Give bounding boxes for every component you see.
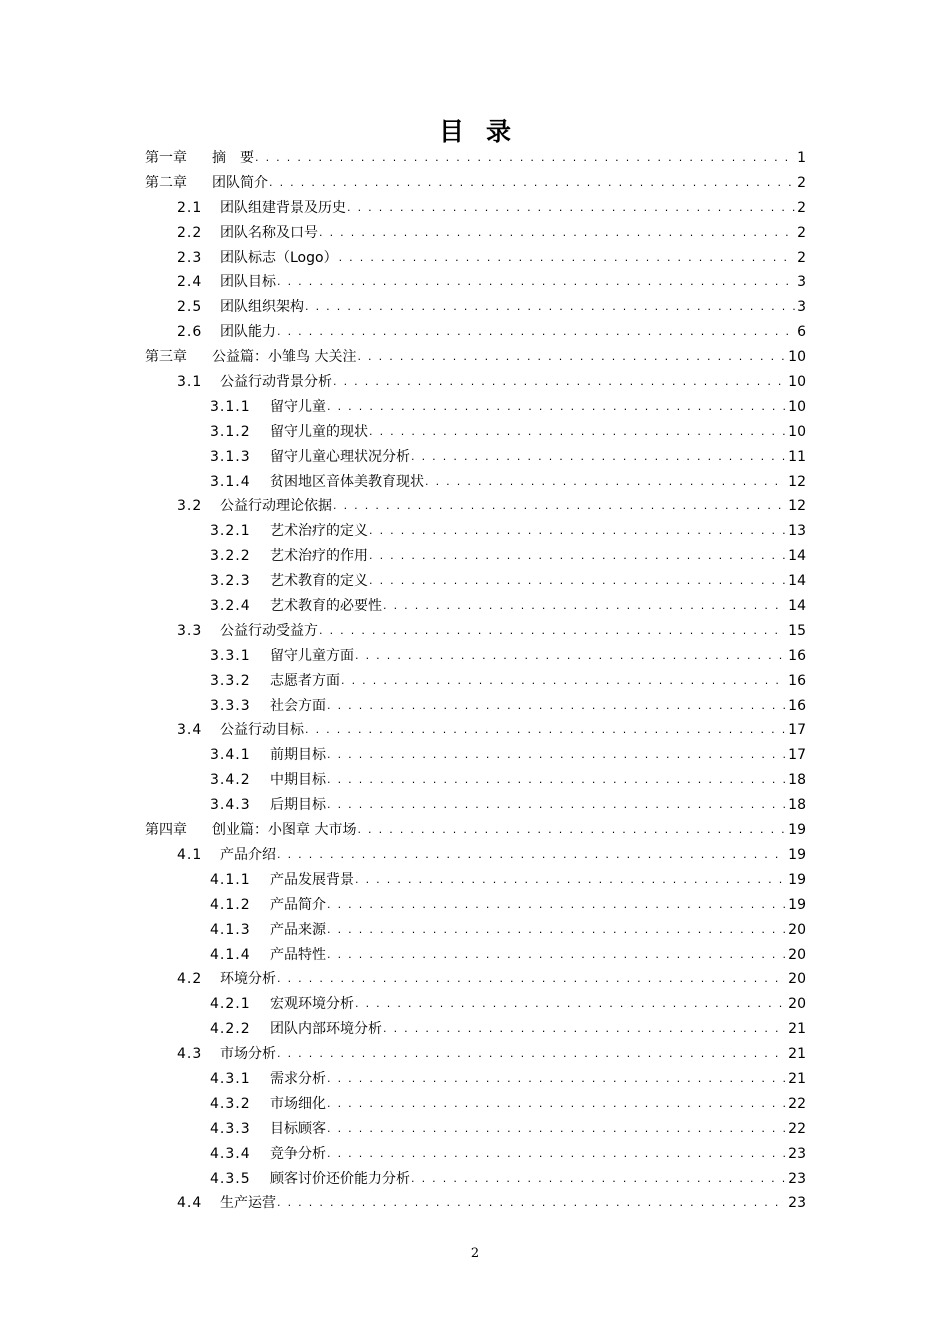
toc-entry-number: 3.3.3 xyxy=(210,697,251,714)
toc-entry-page: 18 xyxy=(788,772,806,789)
toc-entry-page: 19 xyxy=(788,871,806,888)
toc-entry[interactable] xyxy=(0,768,950,793)
toc-entry-number: 第一章 xyxy=(145,150,187,166)
toc-entry[interactable] xyxy=(0,694,950,719)
toc-entry[interactable] xyxy=(0,146,950,171)
page-title: 目录 xyxy=(438,117,533,146)
toc-entry-page: 11 xyxy=(788,448,806,465)
toc-entry-number: 3.3 xyxy=(177,622,203,639)
toc-entry-number: 3.1.4 xyxy=(210,473,251,490)
toc-entry[interactable] xyxy=(0,519,950,544)
toc-dot-leader xyxy=(327,1142,786,1167)
toc-entry-page: 3 xyxy=(797,274,806,291)
toc-entry-title: 公益行动理论依据 xyxy=(220,498,332,515)
toc-entry-number: 4.2.2 xyxy=(210,1021,251,1038)
toc-entry-page: 10 xyxy=(788,423,806,440)
toc-dot-leader xyxy=(327,1092,786,1117)
toc-entry-title: 留守儿童的现状 xyxy=(270,423,368,440)
toc-entry-page: 19 xyxy=(788,822,806,839)
toc-entry-number: 3.4 xyxy=(177,722,203,739)
toc-entry-number: 2.1 xyxy=(177,199,203,216)
toc-entry[interactable] xyxy=(0,893,950,918)
toc-entry[interactable] xyxy=(0,221,950,246)
toc-entry-page: 2 xyxy=(797,174,806,191)
toc-entry[interactable] xyxy=(0,669,950,694)
toc-dot-leader xyxy=(355,644,786,669)
toc-entry-number: 4.3.4 xyxy=(210,1145,251,1162)
toc-entry[interactable] xyxy=(0,171,950,196)
toc-entry-number: 第二章 xyxy=(145,174,187,191)
toc-entry-page: 10 xyxy=(788,374,806,391)
toc-entry-page: 17 xyxy=(788,747,806,764)
toc-entry-title: 市场细化 xyxy=(270,1095,326,1112)
toc-entry-number: 3.2.2 xyxy=(210,548,251,565)
toc-dot-leader xyxy=(269,171,795,196)
toc-dot-leader xyxy=(327,694,786,719)
toc-entry-number: 4.2.1 xyxy=(210,996,251,1013)
toc-dot-leader xyxy=(277,967,786,992)
toc-entry-page: 22 xyxy=(788,1095,806,1112)
toc-entry-number: 4.3.3 xyxy=(210,1120,251,1137)
toc-entry-page: 21 xyxy=(788,1021,806,1038)
toc-entry-title: 创业篇：小图章 大市场 xyxy=(212,822,357,839)
toc-entry-page: 6 xyxy=(797,324,806,341)
toc-entry-page: 20 xyxy=(788,996,806,1013)
toc-entry-page: 23 xyxy=(788,1145,806,1162)
toc-entry-number: 3.1 xyxy=(177,374,203,391)
toc-entry[interactable] xyxy=(0,345,950,370)
toc-entry-number: 2.2 xyxy=(177,224,203,241)
toc-entry[interactable] xyxy=(0,1167,950,1192)
toc-entry[interactable] xyxy=(0,445,950,470)
toc-entry[interactable] xyxy=(0,918,950,943)
toc-entry-title: 前期目标 xyxy=(270,747,326,764)
toc-entry-number: 4.1.1 xyxy=(210,871,251,888)
toc-entry[interactable] xyxy=(0,868,950,893)
toc-entry[interactable] xyxy=(0,793,950,818)
toc-entry-title: 顾客讨价还价能力分析 xyxy=(270,1170,410,1187)
toc-dot-leader xyxy=(369,569,786,594)
toc-entry-number: 4.1 xyxy=(177,846,203,863)
toc-entry[interactable] xyxy=(0,470,950,495)
toc-entry-page: 3 xyxy=(797,299,806,316)
toc-entry-number: 4.3.2 xyxy=(210,1095,251,1112)
toc-entry[interactable] xyxy=(0,1142,950,1167)
toc-entry-page: 2 xyxy=(797,224,806,241)
toc-entry-number: 2.6 xyxy=(177,324,203,341)
toc-entry-page: 14 xyxy=(788,548,806,565)
toc-dot-leader xyxy=(339,246,796,271)
toc-dot-leader xyxy=(369,544,786,569)
toc-entry[interactable] xyxy=(0,246,950,271)
toc-entry[interactable] xyxy=(0,196,950,221)
toc-entry-title: 产品特性 xyxy=(270,946,326,963)
toc-entry-page: 2 xyxy=(797,199,806,216)
toc-entry-page: 19 xyxy=(788,896,806,913)
toc-entry-number: 3.4.3 xyxy=(210,797,251,814)
toc-entry-page: 22 xyxy=(788,1120,806,1137)
toc-entry[interactable] xyxy=(0,1191,950,1216)
toc-entry-number: 4.1.4 xyxy=(210,946,251,963)
toc-entry[interactable] xyxy=(0,544,950,569)
toc-entry-number: 3.3.2 xyxy=(210,672,251,689)
toc-entry-page: 21 xyxy=(788,1070,806,1087)
toc-entry-title: 留守儿童 xyxy=(270,398,326,415)
toc-dot-leader xyxy=(357,345,786,370)
toc-dot-leader xyxy=(383,594,786,619)
toc-entry-title: 公益行动受益方 xyxy=(220,622,318,639)
toc-entry-title: 团队名称及口号 xyxy=(220,224,318,241)
toc-entry[interactable] xyxy=(0,619,950,644)
toc-entry-number: 2.5 xyxy=(177,299,203,316)
toc-entry-page: 2 xyxy=(797,249,806,266)
page-number: 2 xyxy=(470,1246,480,1261)
toc-entry-title: 公益篇：小雏鸟 大关注 xyxy=(212,349,357,366)
toc-entry-page: 17 xyxy=(788,722,806,739)
toc-dot-leader xyxy=(277,320,795,345)
toc-entry-title: 团队能力 xyxy=(220,324,276,341)
toc-entry-number: 3.1.3 xyxy=(210,448,251,465)
toc-entry-number: 第四章 xyxy=(145,822,187,839)
toc-entry-page: 12 xyxy=(788,498,806,515)
toc-entry-page: 16 xyxy=(788,672,806,689)
toc-entry[interactable] xyxy=(0,1017,950,1042)
toc-dot-leader xyxy=(355,992,786,1017)
toc-entry[interactable] xyxy=(0,967,950,992)
toc-dot-leader xyxy=(347,196,795,221)
toc-dot-leader xyxy=(319,619,786,644)
toc-entry[interactable] xyxy=(0,992,950,1017)
toc-dot-leader xyxy=(277,843,786,868)
toc-entry-title: 公益行动目标 xyxy=(220,722,304,739)
toc-entry-number: 4.3.5 xyxy=(210,1170,251,1187)
toc-dot-leader xyxy=(327,1117,786,1142)
toc-entry-page: 18 xyxy=(788,797,806,814)
toc-dot-leader xyxy=(355,868,786,893)
toc-entry[interactable] xyxy=(0,843,950,868)
toc-dot-leader xyxy=(305,295,795,320)
toc-entry[interactable] xyxy=(0,370,950,395)
toc-entry-page: 19 xyxy=(788,846,806,863)
toc-entry-title: 市场分析 xyxy=(220,1046,276,1063)
toc-entry-number: 3.2.4 xyxy=(210,598,251,615)
toc-entry-title: 产品来源 xyxy=(270,921,326,938)
toc-entry[interactable] xyxy=(0,818,950,843)
toc-entry-title: 团队内部环境分析 xyxy=(270,1021,382,1038)
toc-entry-page: 16 xyxy=(788,697,806,714)
toc-entry-title: 后期目标 xyxy=(270,797,326,814)
toc-entry-number: 第三章 xyxy=(145,349,187,366)
toc-dot-leader xyxy=(341,669,786,694)
toc-entry-title: 留守儿童心理状况分析 xyxy=(270,448,410,465)
toc-entry[interactable] xyxy=(0,395,950,420)
toc-entry-title: 团队组织架构 xyxy=(220,299,304,316)
toc-entry-number: 4.1.3 xyxy=(210,921,251,938)
toc-entry-page: 16 xyxy=(788,647,806,664)
toc-entry[interactable] xyxy=(0,494,950,519)
toc-entry-number: 3.3.1 xyxy=(210,647,251,664)
toc-entry-title: 产品介绍 xyxy=(220,846,276,863)
toc-entry-title: 需求分析 xyxy=(270,1070,326,1087)
toc-entry-title: 宏观环境分析 xyxy=(270,996,354,1013)
toc-entry-title: 摘 要 xyxy=(212,150,254,166)
toc-dot-leader xyxy=(327,395,786,420)
toc-entry[interactable] xyxy=(0,943,950,968)
toc-entry[interactable] xyxy=(0,320,950,345)
toc-entry-number: 4.3.1 xyxy=(210,1070,251,1087)
toc-entry-number: 2.3 xyxy=(177,249,203,266)
toc-entry-page: 10 xyxy=(788,398,806,415)
toc-entry-number: 2.4 xyxy=(177,274,203,291)
toc-entry-title: 中期目标 xyxy=(270,772,326,789)
toc-entry[interactable] xyxy=(0,1092,950,1117)
toc-dot-leader xyxy=(277,1191,786,1216)
toc-dot-leader xyxy=(327,893,786,918)
toc-entry-number: 4.2 xyxy=(177,971,203,988)
toc-dot-leader xyxy=(327,743,786,768)
toc-entry[interactable] xyxy=(0,270,950,295)
toc-dot-leader xyxy=(327,768,786,793)
toc-entry-number: 4.1.2 xyxy=(210,896,251,913)
toc-entry-page: 12 xyxy=(788,473,806,490)
toc-dot-leader xyxy=(277,1042,786,1067)
toc-entry[interactable] xyxy=(0,718,950,743)
toc-entry-title: 公益行动背景分析 xyxy=(220,374,332,391)
toc-dot-leader xyxy=(369,420,786,445)
toc-entry-title: 生产运营 xyxy=(220,1195,276,1212)
toc-dot-leader xyxy=(383,1017,786,1042)
toc-entry[interactable] xyxy=(0,594,950,619)
toc-dot-leader xyxy=(333,494,786,519)
toc-entry-page: 20 xyxy=(788,971,806,988)
toc-entry-title: 目标顾客 xyxy=(270,1120,326,1137)
toc-entry-number: 3.1.2 xyxy=(210,423,251,440)
toc-dot-leader xyxy=(327,918,786,943)
table-of-contents xyxy=(0,146,950,1216)
toc-entry[interactable] xyxy=(0,743,950,768)
toc-entry-number: 4.3 xyxy=(177,1046,203,1063)
toc-entry[interactable] xyxy=(0,569,950,594)
toc-dot-leader xyxy=(277,270,795,295)
toc-entry-number: 3.2 xyxy=(177,498,203,515)
toc-dot-leader xyxy=(327,1067,786,1092)
toc-entry-page: 20 xyxy=(788,921,806,938)
toc-entry-title: 艺术教育的定义 xyxy=(270,573,368,590)
toc-entry-title: 团队简介 xyxy=(212,174,268,191)
toc-dot-leader xyxy=(411,445,786,470)
toc-entry-number: 3.4.1 xyxy=(210,747,251,764)
toc-entry-title: 产品简介 xyxy=(270,896,326,913)
toc-entry-title: 产品发展背景 xyxy=(270,871,354,888)
toc-entry-page: 13 xyxy=(788,523,806,540)
toc-entry-title: 贫困地区音体美教育现状 xyxy=(270,473,424,490)
toc-entry[interactable] xyxy=(0,644,950,669)
toc-entry-title: 团队标志（Logo） xyxy=(220,249,338,266)
toc-dot-leader xyxy=(357,818,786,843)
toc-entry-page: 21 xyxy=(788,1046,806,1063)
toc-entry-title: 团队组建背景及历史 xyxy=(220,199,346,216)
toc-entry-page: 1 xyxy=(797,150,806,166)
toc-dot-leader xyxy=(319,221,795,246)
toc-entry[interactable] xyxy=(0,1067,950,1092)
toc-entry-title: 志愿者方面 xyxy=(270,672,340,689)
toc-entry-number: 3.4.2 xyxy=(210,772,251,789)
toc-dot-leader xyxy=(411,1167,786,1192)
toc-entry[interactable] xyxy=(0,1042,950,1067)
toc-dot-leader xyxy=(369,519,786,544)
toc-entry[interactable] xyxy=(0,420,950,445)
toc-entry-number: 3.2.1 xyxy=(210,523,251,540)
toc-entry-title: 留守儿童方面 xyxy=(270,647,354,664)
toc-entry-number: 4.4 xyxy=(177,1195,203,1212)
toc-entry-title: 艺术教育的必要性 xyxy=(270,598,382,615)
toc-dot-leader xyxy=(425,470,786,495)
toc-entry-page: 14 xyxy=(788,598,806,615)
toc-dot-leader xyxy=(333,370,786,395)
toc-dot-leader xyxy=(327,943,786,968)
toc-entry-title: 竞争分析 xyxy=(270,1145,326,1162)
toc-entry-number: 3.1.1 xyxy=(210,398,251,415)
toc-entry-title: 团队目标 xyxy=(220,274,276,291)
toc-dot-leader xyxy=(327,793,786,818)
toc-entry-page: 23 xyxy=(788,1195,806,1212)
toc-entry-page: 23 xyxy=(788,1170,806,1187)
toc-dot-leader xyxy=(255,146,795,171)
toc-entry-title: 社会方面 xyxy=(270,697,326,714)
toc-entry[interactable] xyxy=(0,1117,950,1142)
toc-entry-title: 艺术治疗的作用 xyxy=(270,548,368,565)
toc-entry-page: 14 xyxy=(788,573,806,590)
toc-entry-title: 环境分析 xyxy=(220,971,276,988)
toc-entry-number: 3.2.3 xyxy=(210,573,251,590)
toc-entry-title: 艺术治疗的定义 xyxy=(270,523,368,540)
toc-entry-page: 20 xyxy=(788,946,806,963)
toc-dot-leader xyxy=(305,718,786,743)
toc-entry-page: 10 xyxy=(788,349,806,366)
toc-entry-page: 15 xyxy=(788,622,806,639)
toc-entry[interactable] xyxy=(0,295,950,320)
